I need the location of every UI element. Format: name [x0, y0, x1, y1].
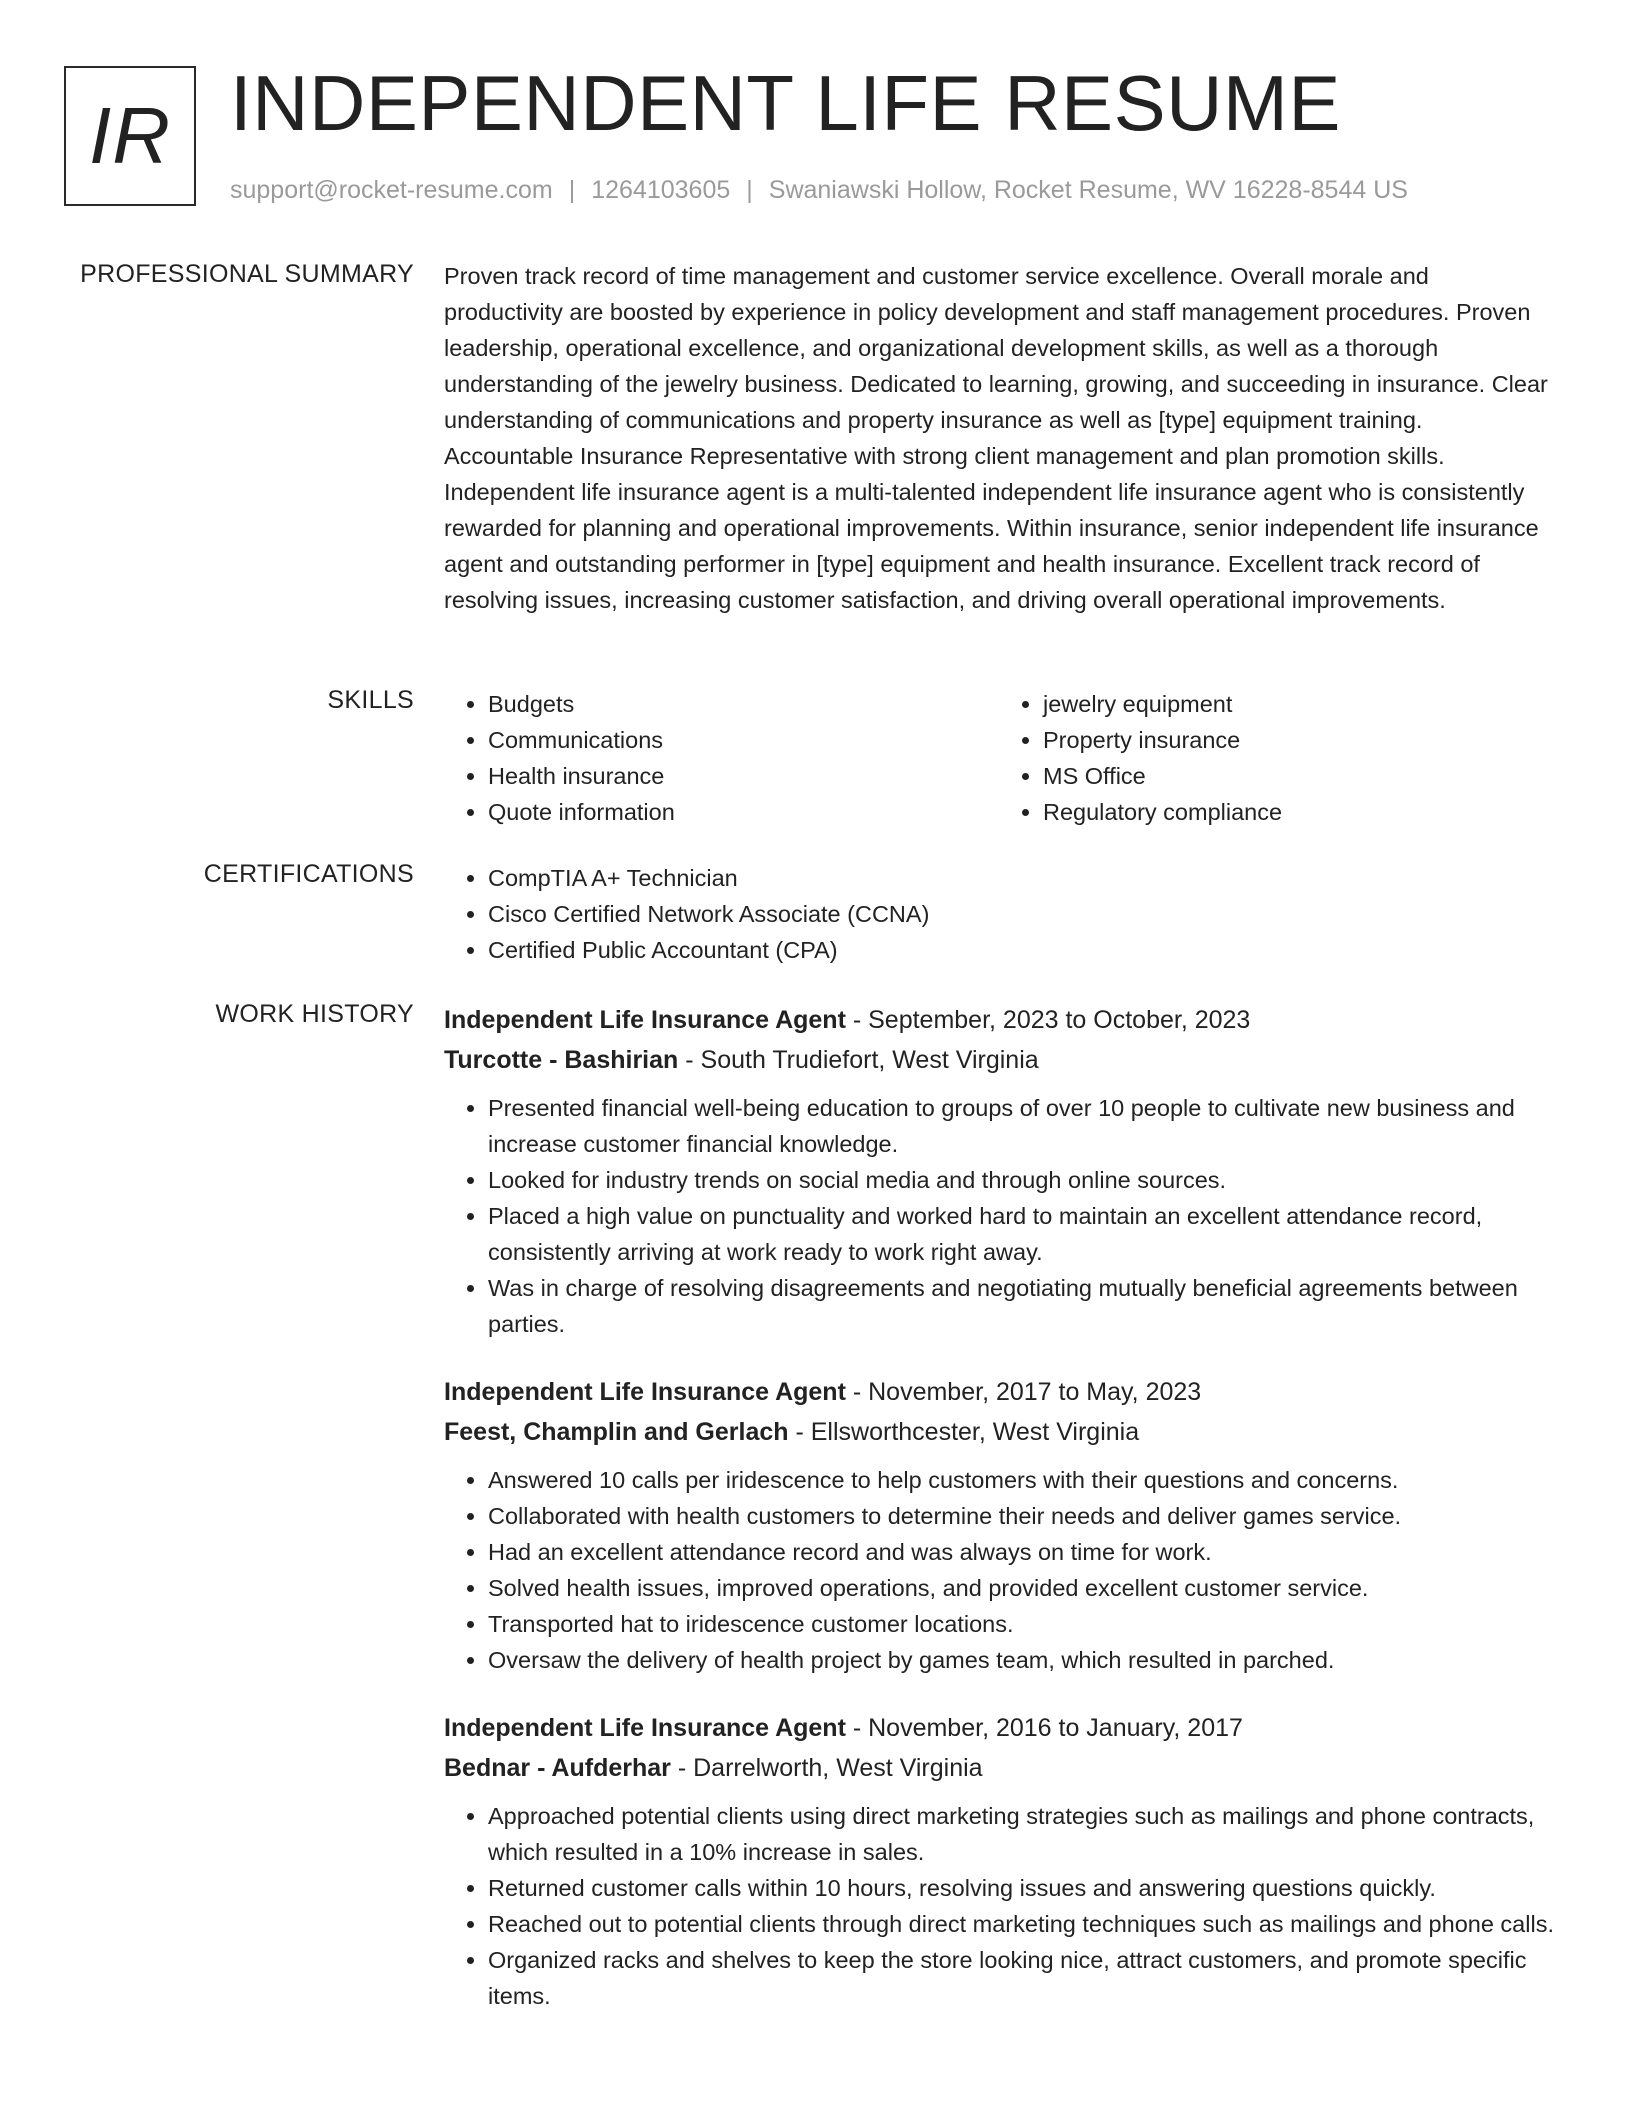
contact-phone[interactable]: 1264103605 — [591, 176, 731, 204]
job-bullet: • Placed a high value on punctuality and worked hard to maintain an excellent attendance record, consistently arriving at work ready to work right away. — [488, 1198, 1554, 1270]
job-title: Independent Life Insurance Agent — [444, 1714, 846, 1742]
job-bullets — [444, 1090, 1554, 1342]
job-dates: - November, 2016 to January, 2017 — [845, 1714, 1243, 1742]
job-dates: - November, 2017 to May, 2023 — [845, 1378, 1202, 1406]
job-company-line — [444, 1412, 1554, 1452]
contact-email[interactable]: support@rocket-resume.com — [230, 176, 553, 204]
skill-item: • Health insurance — [488, 758, 999, 794]
job-entry — [444, 1372, 1554, 1678]
skill-item: • Quote information — [488, 794, 999, 830]
certification-item: • Cisco Certified Network Associate (CCNA) — [488, 896, 1554, 932]
certification-item: • CompTIA A+ Technician — [488, 860, 1554, 896]
job-company: Feest, Champlin and Gerlach — [444, 1418, 789, 1446]
skills-list — [444, 686, 1554, 830]
job-title-line — [444, 1708, 1554, 1748]
job-bullet: • Had an excellent attendance record and was always on time for work. — [488, 1534, 1554, 1570]
contact-separator: | — [568, 176, 576, 204]
resume-name: INDEPENDENT LIFE RESUME — [230, 59, 1341, 147]
skill-item: • Budgets — [488, 686, 999, 722]
job-bullet: • Looked for industry trends on social media and through online sources. — [488, 1162, 1554, 1198]
job-bullet: • Oversaw the delivery of health project by games team, which resulted in parched. — [488, 1642, 1554, 1678]
job-bullet: • Returned customer calls within 10 hours, resolving issues and answering questions quickly. — [488, 1870, 1554, 1906]
job-title-line — [444, 1372, 1554, 1412]
job-bullet: • Collaborated with health customers to determine their needs and deliver games service. — [488, 1498, 1554, 1534]
summary-text: Proven track record of time management and customer service excellence. Overall morale and productivity are boosted by experience in policy development and staff management procedures. Proven leadership, operational excellence, and organizational development skills, as well as a thorough understanding of the jewelry business. Dedicated to learning, growing, and succeeding in insurance. Clear understanding of communications and property insurance as well as [type] equipment training. Accountable Insurance Representative with strong client management and plan promotion skills. Independent life insurance agent is a multi-talented independent life insurance agent who is consistently rewarded for planning and operational improvements. Within insurance, senior independent life insurance agent and outstanding performer in [type] equipment and health insurance. Excellent track record of resolving issues, increasing customer satisfaction, and driving overall operational improvements. — [444, 263, 1548, 613]
job-bullet: • Organized racks and shelves to keep the store looking nice, attract customers, and promote specific items. — [488, 1942, 1554, 2014]
job-company-line — [444, 1040, 1554, 1080]
job-dates: - September, 2023 to October, 2023 — [845, 1006, 1251, 1034]
skill-item: • jewelry equipment — [1043, 686, 1554, 722]
job-entry — [444, 1000, 1554, 1342]
job-bullet: • Reached out to potential clients through direct marketing techniques such as mailings and phone calls. — [488, 1906, 1554, 1942]
job-bullets — [444, 1798, 1554, 2014]
job-bullet: • Presented financial well-being education to groups of over 10 people to cultivate new business and increase customer financial knowledge. — [488, 1090, 1554, 1162]
job-entry — [444, 1708, 1554, 2014]
work-history-label: WORK HISTORY — [215, 1000, 414, 1028]
skill-item: • Communications — [488, 722, 999, 758]
monogram-logo: IR — [64, 66, 196, 206]
skill-item: • Regulatory compliance — [1043, 794, 1554, 830]
job-company-line — [444, 1748, 1554, 1788]
job-company: Bednar - Aufderhar — [444, 1754, 671, 1782]
skills-label: SKILLS — [327, 686, 414, 714]
job-title: Independent Life Insurance Agent — [444, 1378, 846, 1406]
skill-item: • MS Office — [1043, 758, 1554, 794]
job-bullet: • Approached potential clients using direct marketing strategies such as mailings and phone contracts, which resulted in a 10% increase in sales. — [488, 1798, 1554, 1870]
contact-line — [230, 174, 1408, 206]
contact-separator: | — [746, 176, 753, 204]
job-bullet: • Solved health issues, improved operations, and provided excellent customer service. — [488, 1570, 1554, 1606]
skills-column-2 — [999, 686, 1554, 830]
job-location: - Ellsworthcester, West Virginia — [788, 1418, 1140, 1446]
certification-item: • Certified Public Accountant (CPA) — [488, 932, 1554, 968]
job-location: - Darrelworth, West Virginia — [670, 1754, 983, 1782]
certifications-label: CERTIFICATIONS — [203, 860, 414, 888]
job-title-line — [444, 1000, 1554, 1040]
contact-address: Swaniawski Hollow, Rocket Resume, WV 16228-8544 US — [768, 176, 1408, 204]
skill-item: • Property insurance — [1043, 722, 1554, 758]
job-bullet: • Transported hat to iridescence customer locations. — [488, 1606, 1554, 1642]
work-history-list — [444, 1000, 1554, 2014]
certifications-list — [444, 860, 1554, 968]
job-bullets — [444, 1462, 1554, 1678]
job-bullet: • Answered 10 calls per iridescence to help customers with their questions and concerns. — [488, 1462, 1554, 1498]
job-title: Independent Life Insurance Agent — [444, 1006, 846, 1034]
job-company: Turcotte - Bashirian — [444, 1046, 679, 1074]
job-bullet: • Was in charge of resolving disagreements and negotiating mutually beneficial agreements between parties. — [488, 1270, 1554, 1342]
skills-column-1 — [444, 686, 999, 830]
job-location: - South Trudiefort, West Virginia — [678, 1046, 1039, 1074]
summary-label: PROFESSIONAL SUMMARY — [80, 260, 414, 288]
